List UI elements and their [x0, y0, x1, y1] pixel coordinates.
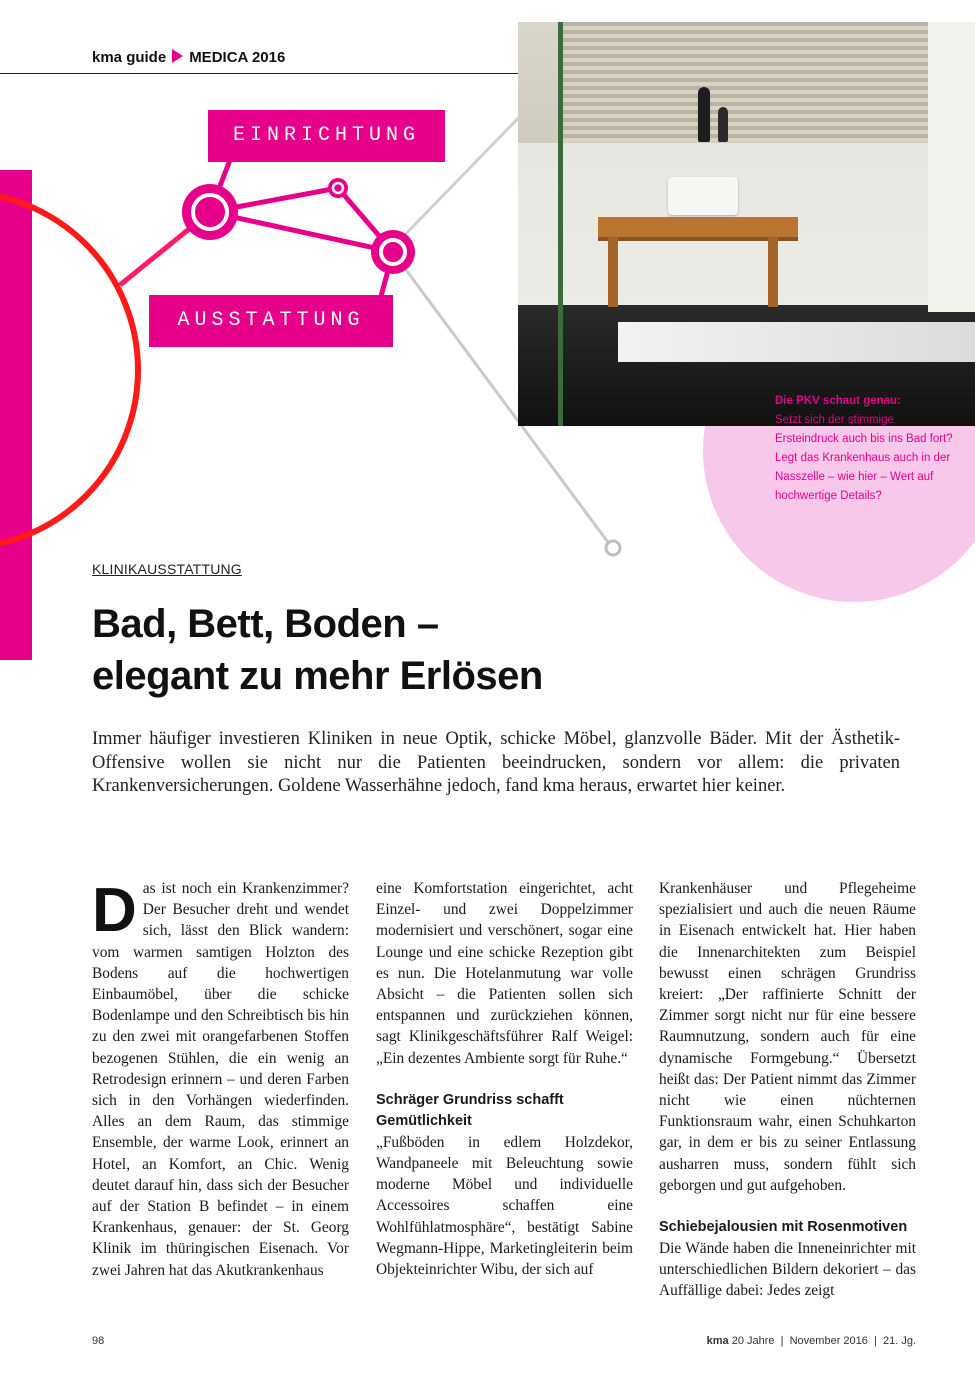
lead-paragraph: Immer häufiger investieren Kliniken in neue Optik, schicke Möbel, glanzvolle Bäder. Mit der Ästhetik-Offensive wollen sie nicht nur die Patienten beeindrucken, sondern vor allem: die privaten Krankenversicherungen. Goldene Wasserhähne jedoch, fand kma heraus, erwartet hier keiner.: [92, 729, 900, 796]
vase: [718, 107, 728, 142]
photo-caption: [775, 392, 955, 506]
towel: [668, 177, 738, 215]
red-arc: [0, 192, 138, 548]
bathroom-photo: [518, 22, 975, 426]
body-paragraph: Die Wände haben die Inneneinrichter mit unterschiedlichen Bildern dekoriert – das Auffällige dabei: Jedes zeigt: [659, 1240, 916, 1300]
connector-end-node: [606, 541, 620, 555]
window: [928, 22, 975, 312]
caption-body: Setzt sich der stimmige Ersteindruck auch bis ins Bad fort? Legt das Krankenhaus auch in der Nasszelle – wie hier – Wert auf hochwertige Details?: [775, 414, 953, 502]
drop-cap: D: [92, 876, 137, 945]
caption-head: Die PKV schaut genau:: [775, 395, 901, 407]
header-rule: [0, 73, 520, 74]
subheading: Schräger Grundriss schafft Gemütlichkeit: [376, 1091, 564, 1129]
footer-issue: 20 Jahre | November 2016 | 21. Jg.: [728, 1335, 916, 1347]
kicker: KLINIKAUSSTATTUNG: [92, 561, 242, 577]
headline-line-2: elegant zu mehr Erlösen: [92, 654, 543, 698]
guide-label: kma guide: [92, 49, 167, 66]
text-column-1: [92, 878, 349, 1281]
body-paragraph: [92, 878, 349, 1281]
event-label: MEDICA 2016: [189, 49, 286, 66]
triangle-arrow-icon: [172, 49, 183, 63]
running-header: [92, 49, 285, 66]
network-node-small-inner: [333, 183, 343, 193]
window-blind: [558, 22, 928, 142]
headline-line-1: Bad, Bett, Boden –: [92, 602, 439, 646]
bench-leg: [768, 237, 778, 307]
network-node-large-inner: [193, 195, 227, 229]
text-column-3: [659, 878, 916, 1302]
body-paragraph: Krankenhäuser und Pflegeheime spezialisiert und auch die neuen Räume in Eisenach entwickelt hat. Hier haben die Innenarchitekten zum Beispiel bewusst einen schrägen Grundriss kreiert: „Der raffinierte Schnitt der Zimmer sorgt nicht nur für eine bessere Raumnutzung, sondern auch für eine dynamische Formgebung.“ Übersetzt heißt das: Der Patient nimmt das Zimmer nicht wie einen nüchternen Funktionsraum wahr, einen Schuhkarton gar, in dem er bis zu seiner Entlassung ausharren muss, sondern fühlt sich geborgen und gut aufgehoben.: [659, 880, 916, 1194]
subheading: Schiebejalousien mit Rosenmotiven: [659, 1219, 908, 1236]
footer-info: [680, 1335, 916, 1347]
body-paragraph: eine Komfortstation eingerichtet, acht Einzel- und zwei Doppelzimmer modernisiert und verschönert, sogar eine Lounge und eine schicke Rezeption gibt es nun. Die Hotelanmutung war volle Absicht – die Patienten sollen sich entspannen und zurückziehen können, sagt Klinikgeschäftsführer Ralf Weigel: „Ein dezentes Ambiente sorgt für Ruhe.“: [376, 880, 633, 1067]
network-node-medium-inner: [381, 240, 405, 264]
footer-brand: kma: [706, 1335, 729, 1347]
tag-ausstattung: AUSSTATTUNG: [149, 295, 393, 347]
bench-leg: [608, 237, 618, 307]
page-number: 98: [92, 1335, 105, 1347]
body-paragraph: „Fußböden in edlem Holzdekor, Wandpaneele mit Beleuchtung sowie moderne Möbel und individuelle Accessoires schaffen eine Wohlfühlatmosphäre“, bestätigt Sabine Wegmann-Hippe, Marketingleiterin beim Objekteinrichter Wibu, der sich auf: [376, 1133, 633, 1279]
shower-tray: [618, 322, 975, 362]
headline: [92, 598, 792, 702]
vase: [698, 87, 710, 142]
glass-partition: [558, 22, 563, 426]
body-text: as ist noch ein Krankenzimmer? Der Besucher dreht und wendet sich, lässt den Blick wandern: vom warmen samtigen Holzton des Bodens auf die hochwertigen Einbaumöbel, über die schicke Bodenlampe und den Schreibtisch bis hin zu den zwei mit orangefarbenen Stoffen bezogenen Stühlen, die ein wenig an Retrodesign erinnern – und deren Farben sich in den Vorhängen wiederfinden. Alles an dem Raum, das stimmige Ensemble, der warme Look, erinnert an Hotel, an Komfort, an Chic. Wenig deutet darauf hin, dass sich der Besucher auf der Station B befindet – in einem Krankenhaus, genauer: der St. Georg Klinik im thüringischen Eisenach. Vor zwei Jahren hat das Akutkrankenhaus: [92, 880, 349, 1279]
text-column-2: [376, 878, 633, 1280]
tag-einrichtung: EINRICHTUNG: [208, 110, 445, 162]
